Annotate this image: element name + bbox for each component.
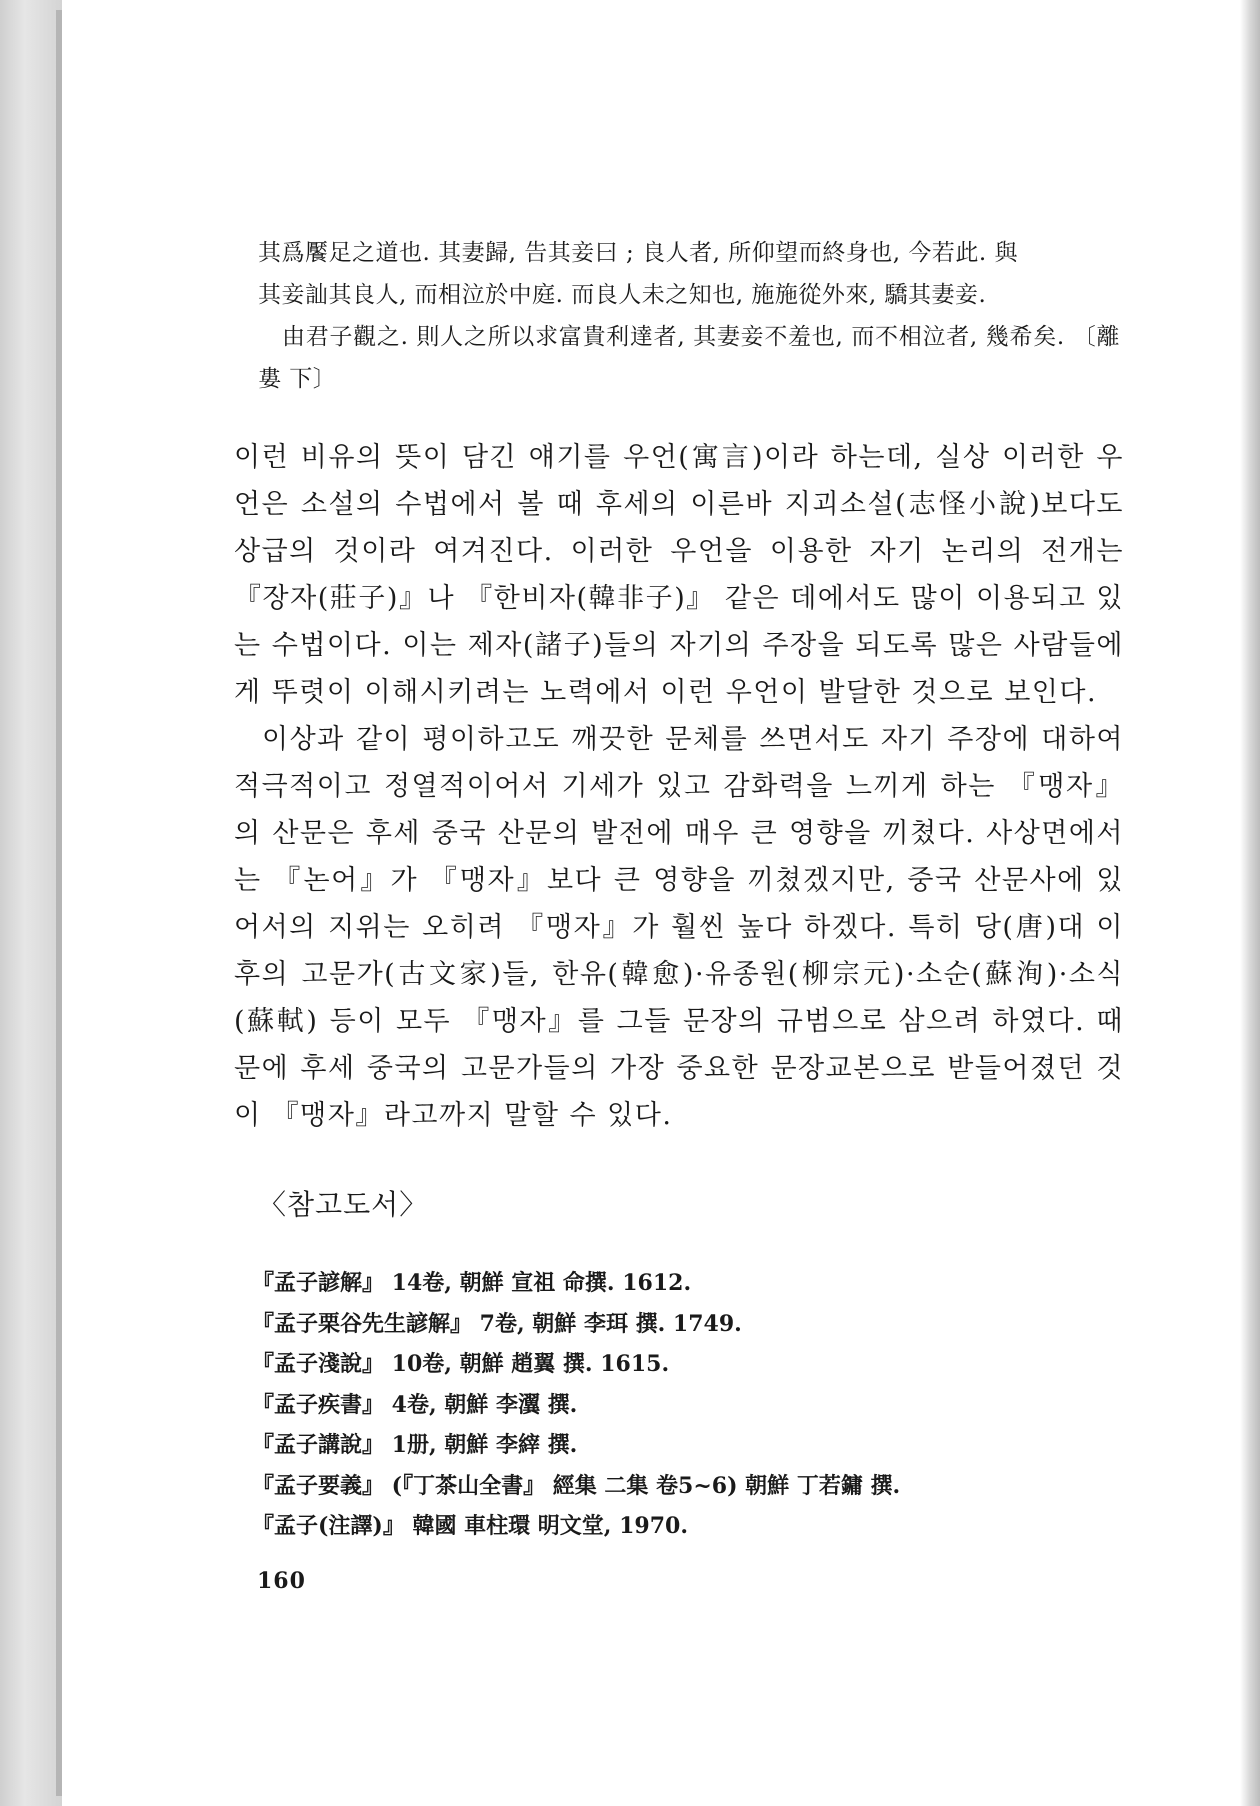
references-heading: 〈참고도서〉	[258, 1188, 429, 1221]
references-list	[252, 1263, 1132, 1547]
page-number: 160	[257, 1568, 306, 1594]
body-paragraph-2: 이상과 같이 평이하고도 깨끗한 문체를 쓰면서도 자기 주장에 대하여 적극적이고 정열적이어서 기세가 있고 감화력을 느끼게 하는 『맹자』의 산문은 후세 중국 산문의 발전에 매우 큰 영향을 끼쳤다. 사상면에서는 『논어』가 『맹자』보다 큰 영향을 끼쳤겠지만, 중국 산문사에 있어서의 지위는 오히려 『맹자』가 훨씬 높다 하겠다. 특히 당(唐)대 이후의 고문가(古文家)들, 한유(韓愈)·유종원(柳宗元)·소순(蘇洵)·소식(蘇軾) 등이 모두 『맹자』를 그들 문장의 규범으로 삼으려 하였다. 때문에 후세 중국의 고문가들의 가장 중요한 문장교본으로 받들어졌던 것이 『맹자』라고까지 말할 수 있다.	[234, 724, 1125, 1131]
book-fore-edge	[1240, 0, 1260, 1806]
quote-line-1: 其爲饜足之道也. 其妻歸, 告其妾曰 ; 良人者, 所仰望而終身也, 今若此. 與	[258, 240, 1018, 266]
body-paragraph-1: 이런 비유의 뜻이 담긴 얘기를 우언(寓言)이라 하는데, 실상 이러한 우언은 소설의 수법에서 볼 때 후세의 이른바 지괴소설(志怪小說)보다도 상급의 것이라 여겨진다. 이러한 우언을 이용한 자기 논리의 전개는 『장자(莊子)』나 『한비자(韓非子)』 같은 데에서도 많이 이용되고 있는 수법이다. 이는 제자(諸子)들의 자기의 주장을 되도록 많은 사람들에게 뚜렷이 이해시키려는 노력에서 이런 우언이 발달한 것으로 보인다.	[234, 442, 1124, 708]
reference-item: 『孟子疾書』 4卷, 朝鮮 李瀷 撰.	[252, 1391, 578, 1418]
reference-item: 『孟子要義』 (『丁茶山全書』 經集 二集 卷5~6) 朝鮮 丁若鏞 撰.	[252, 1472, 901, 1499]
reference-item: 『孟子淺說』 10卷, 朝鮮 趙翼 撰. 1615.	[252, 1351, 670, 1377]
reference-item: 『孟子諺解』 14卷, 朝鮮 宣祖 命撰. 1612.	[252, 1270, 692, 1296]
korean-body-text	[234, 434, 1124, 1139]
classical-quote-block	[258, 232, 1120, 400]
quote-line-2: 其妾訕其良人, 而相泣於中庭. 而良人未之知也, 施施從外來, 驕其妻妾.	[258, 282, 987, 308]
reference-item: 『孟子(注譯)』 韓國 車柱環 明文堂, 1970.	[252, 1513, 689, 1539]
book-spine-edge	[0, 0, 62, 1806]
quote-paragraph-2: 由君子觀之. 則人之所以求富貴利達者, 其妻妾不羞也, 而不相泣者, 幾希矣. 〔離婁 下〕	[258, 324, 1120, 392]
reference-item: 『孟子栗谷先生諺解』 7卷, 朝鮮 李珥 撰. 1749.	[252, 1310, 742, 1337]
book-page	[62, 0, 1240, 1806]
reference-item: 『孟子講說』 1册, 朝鮮 李縡 撰.	[252, 1432, 578, 1458]
